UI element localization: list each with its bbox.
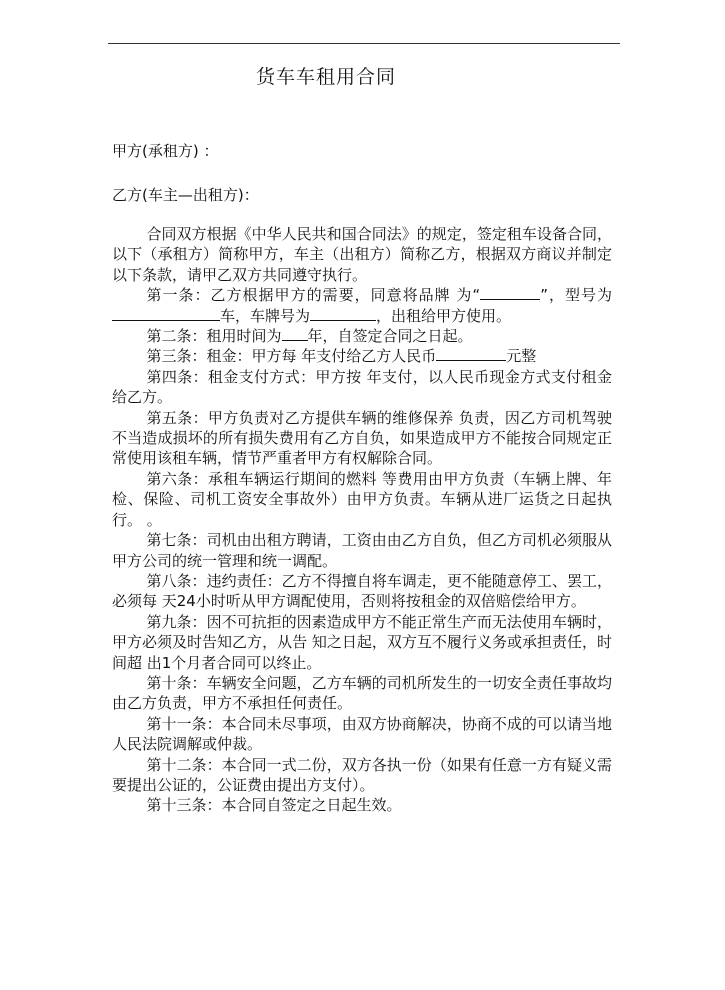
plate-number-blank[interactable] xyxy=(310,306,376,321)
clause-10: 第十条：车辆安全问题，乙方车辆的司机所发生的一切安全责任事故均由乙方负责，甲方不承担任何责任。 xyxy=(112,673,612,713)
clause-9: 第九条：因不可抗拒的因素造成甲方不能正常生产而无法使用车辆时，甲方必须及时告知乙方，从告 知之日起，双方互不履行义务或承担责任，时间超 出1个月者合同可以终止。 xyxy=(112,612,612,672)
clause-12: 第十二条：本合同一式二份，双方各执一份（如果有任意一方有疑义需要提出公证的，公证费由提出方支付）。 xyxy=(112,755,612,794)
clause-2-text-b: 年，自签定合同之日起。 xyxy=(307,327,473,346)
party-b-line: 乙方(车主—出租方)： xyxy=(112,186,259,204)
clause-8: 第八条：违约责任：乙方不得擅自将车调走，更不能随意停工、罢工，必须每 天24小时听从甲方调配使用，否则将按租金的双倍赔偿给甲方。 xyxy=(112,571,612,611)
clause-4: 第四条：租金支付方式：甲方按 年支付，以人民币现金方式支付租金给乙方。 xyxy=(112,367,612,407)
clause-1 xyxy=(112,285,612,326)
clause-3 xyxy=(112,346,612,366)
clause-3-text-b: 元整 xyxy=(506,347,537,366)
clause-6: 第六条：承租车辆运行期间的燃料 等费用由甲方负责（车辆上牌、年检、保险、司机工资安全事故外）由甲方负责。车辆从进厂运货之日起执行。 。 xyxy=(112,469,612,529)
clause-11: 第十一条：本合同未尽事项，由双方协商解决，协商不成的可以请当地人民法院调解或仲裁。 xyxy=(112,714,612,754)
header-rule xyxy=(108,43,620,44)
rent-amount-blank[interactable] xyxy=(436,346,506,361)
clause-7: 第七条：司机由出租方聘请，工资由由乙方自负，但乙方司机必须服从甲方公司的统一管理和统一调配。 xyxy=(112,531,612,570)
contract-body xyxy=(112,224,612,816)
clause-1-text-d: ，出租给甲方使用。 xyxy=(376,306,512,325)
brand-blank[interactable] xyxy=(480,285,540,300)
rental-years-blank[interactable] xyxy=(282,326,308,341)
clause-1-text-a: 第一条：乙方根据甲方的需要，同意将品牌 为“ xyxy=(146,286,481,305)
clause-2 xyxy=(112,326,612,346)
intro-paragraph: 合同双方根据《中华人民共和国合同法》的规定，签定租车设备合同，以下（承租方）简称甲方，车主（出租方）简称乙方，根据双方商议并制定以下条款，请甲乙双方共同遵守执行。 xyxy=(112,225,612,284)
party-a-line: 甲方(承租方) ： xyxy=(112,142,219,160)
document-title: 货车车租用合同 xyxy=(256,66,397,88)
clause-5: 第五条：甲方负责对乙方提供车辆的维修保养 负责，因乙方司机驾驶不当造成损坏的所有损失费用有乙方自负，如果造成甲方不能按合同规定正常使用该租车辆，情节严重者甲方有权解除合同。 xyxy=(112,408,612,468)
clause-1-text-c: 车，车牌号为 xyxy=(220,306,311,325)
clause-3-text-a: 第三条：租金：甲方每 年支付给乙方人民币 xyxy=(146,347,437,366)
model-blank[interactable] xyxy=(112,306,220,321)
clause-2-text-a: 第二条：租用时间为 xyxy=(146,327,282,346)
clause-1-text-b: ”，型号为 xyxy=(540,286,612,305)
clause-13: 第十三条：本合同自签定之日起生效。 xyxy=(146,796,402,815)
